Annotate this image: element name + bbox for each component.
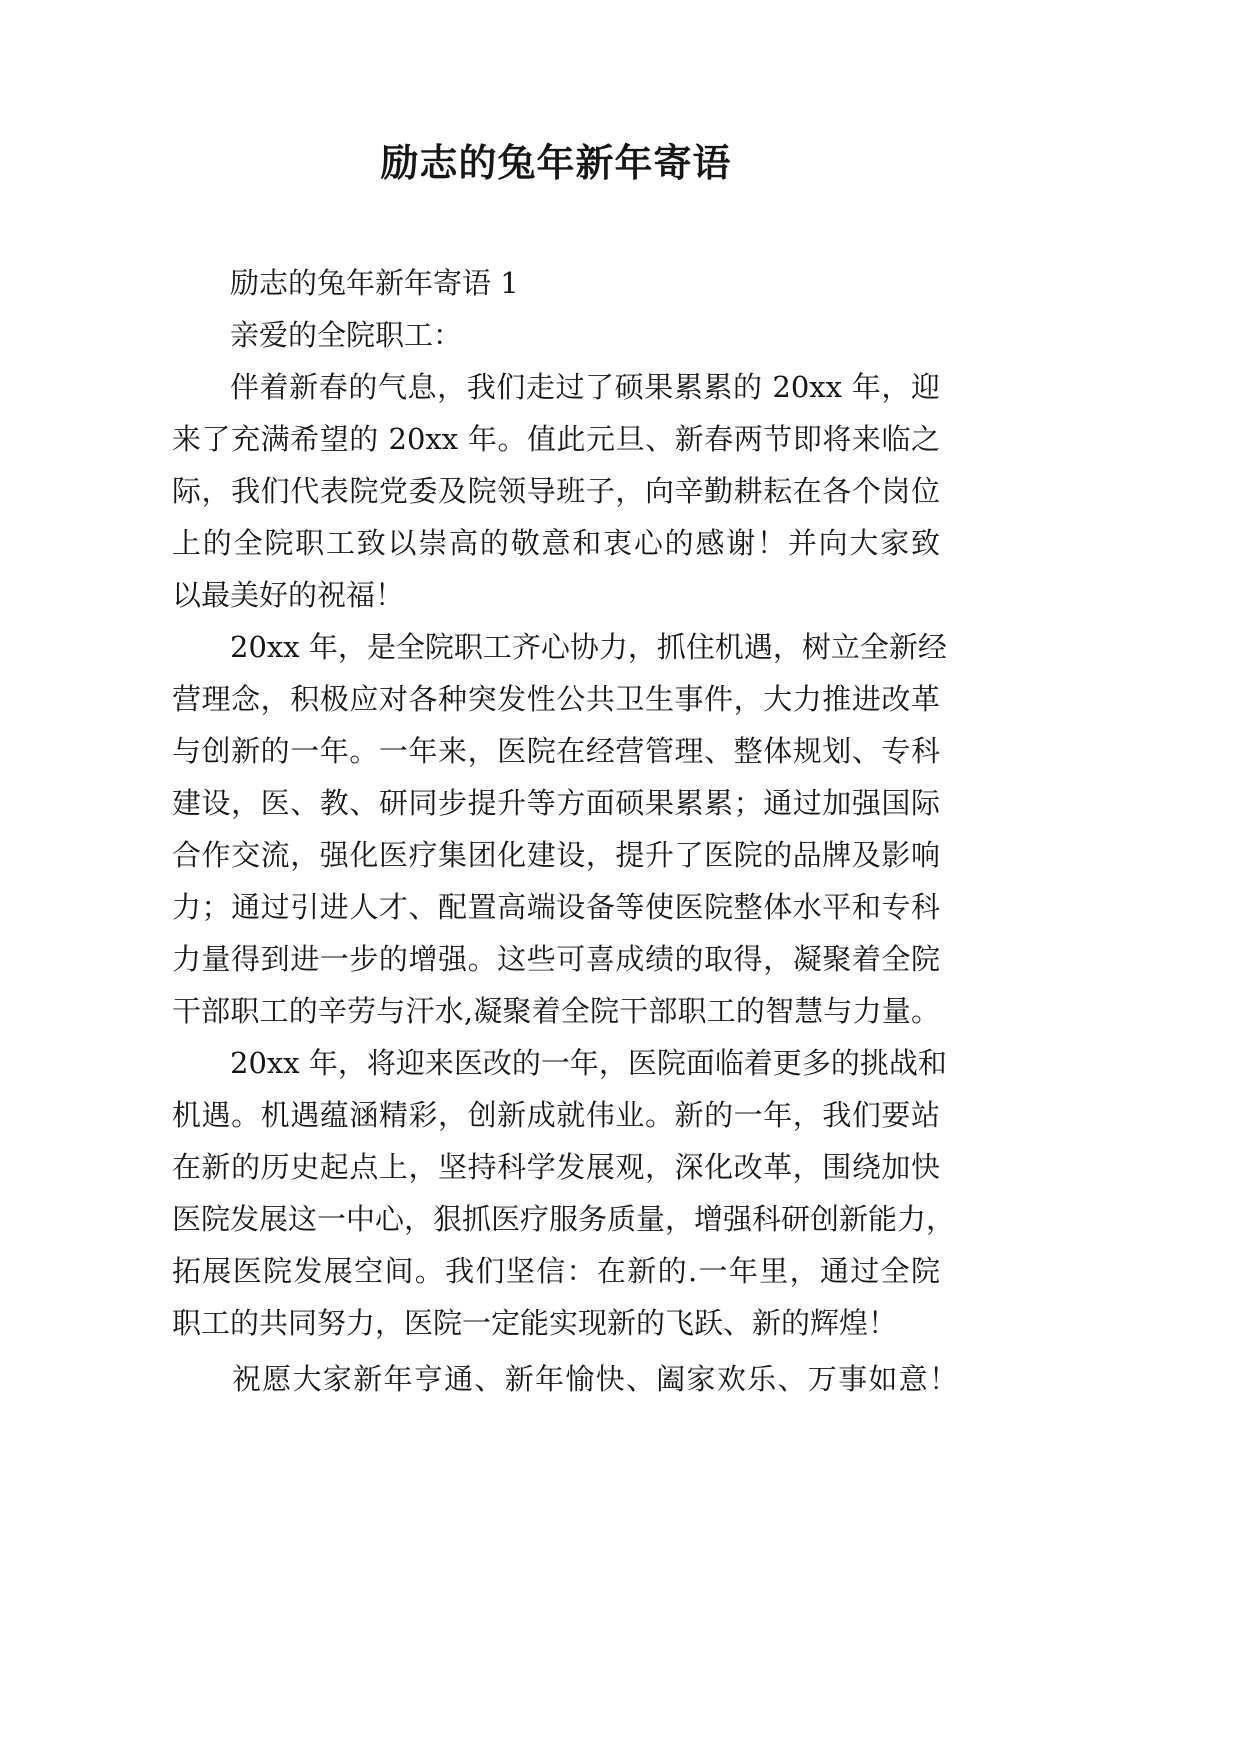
text-line: 以最美好的祝福！: [172, 578, 405, 612]
text-line: 20xx 年，将迎来医改的一年，医院面临着更多的挑战和: [230, 1046, 947, 1080]
text-line: 合作交流，强化医疗集团化建设，提升了医院的品牌及影响: [172, 838, 940, 872]
text-line: 力；通过引进人才、配置高端设备等使医院整体水平和专科: [172, 890, 940, 924]
paragraph-3: [172, 1037, 956, 1349]
text-line: 建设，医、教、研同步提升等方面硕果累累；通过加强国际: [172, 786, 940, 820]
text-line: 机遇。机遇蕴涵精彩，创新成就伟业。新的一年，我们要站: [172, 1098, 940, 1132]
text-line: 在新的历史起点上，坚持科学发展观，深化改革，围绕加快: [172, 1150, 940, 1184]
paragraph-2: [172, 621, 947, 1037]
closing-wishes: 祝愿大家新年亨通、新年愉快、阖家欢乐、万事如意！: [232, 1362, 958, 1396]
text-line: 来了充满希望的 20xx 年。值此元旦、新春两节即将来临之: [172, 422, 940, 456]
text-line: 力量得到进一步的增强。这些可喜成绩的取得，凝聚着全院: [172, 942, 940, 976]
greeting: 亲爱的全院职工：: [230, 318, 463, 352]
document-body: [172, 257, 958, 1405]
document-title: 励志的兔年新年寄语: [380, 141, 732, 185]
text-line: 际，我们代表院党委及院领导班子，向辛勤耕耘在各个岗位: [172, 474, 940, 508]
text-line: 20xx 年，是全院职工齐心协力，抓住机遇，树立全新经: [230, 630, 947, 664]
text-line: 医院发展这一中心，狠抓医疗服务质量，增强科研创新能力，: [172, 1202, 956, 1236]
text-line: 上的全院职工致以崇高的敬意和衷心的感谢！并向大家致: [172, 526, 940, 560]
text-line: 与创新的一年。一年来，医院在经营管理、整体规划、专科: [172, 734, 940, 768]
text-line: 干部职工的辛劳与汗水,凝聚着全院干部职工的智慧与力量。: [172, 994, 940, 1028]
paragraph-1: [172, 361, 940, 621]
section-heading: 励志的兔年新年寄语 1: [230, 266, 519, 300]
text-line: 伴着新春的气息，我们走过了硕果累累的 20xx 年，迎: [230, 370, 940, 404]
text-line: 拓展医院发展空间。我们坚信：在新的.一年里，通过全院: [172, 1254, 940, 1288]
text-line: 营理念，积极应对各种突发性公共卫生事件，大力推进改革: [172, 682, 940, 716]
text-line: 职工的共同努力，医院一定能实现新的飞跃、新的辉煌！: [172, 1306, 898, 1340]
